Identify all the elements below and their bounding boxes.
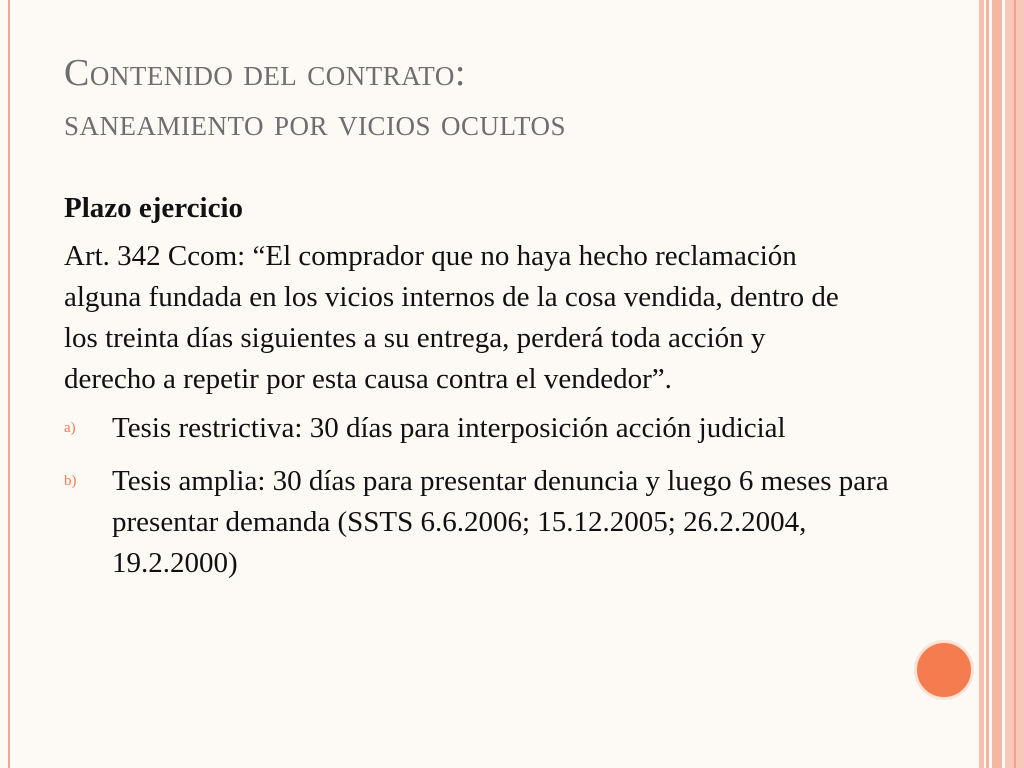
slide-title-line-2: saneamiento por vicios ocultos — [64, 102, 567, 144]
list-item-text: Tesis restrictiva: 30 días para interposición acción judicial — [112, 412, 786, 444]
right-border-stripe — [986, 0, 989, 768]
right-border-stripe — [979, 0, 984, 768]
list-item-text: Tesis amplia: 30 días para presentar denuncia y luego 6 meses para presentar demanda (SSTS 6.6.2006; 15.12.2005; 26.2.2004, 19.2.2000) — [112, 465, 889, 579]
article-quote-paragraph: Art. 342 Ccom: “El comprador que no haya hecho reclamación alguna fundada en los vicios internos de la cosa vendida, dentro de los treinta días siguientes a su entrega, perderá toda acción y derecho a repetir por esta causa contra el vendedor”. — [64, 240, 839, 395]
section-heading: Plazo ejercicio — [64, 192, 243, 224]
right-border-stripe — [992, 0, 1002, 768]
slide-body — [64, 188, 894, 596]
list-marker: a) — [64, 420, 76, 436]
left-border-line — [8, 0, 10, 768]
thesis-list — [64, 408, 894, 584]
slide-title — [64, 48, 944, 148]
list-marker: b) — [64, 473, 77, 489]
list-item — [64, 408, 894, 449]
decorative-orange-circle — [914, 640, 974, 700]
right-border-stripe — [1014, 0, 1016, 768]
list-item — [64, 461, 894, 584]
slide-title-line-1: Contenido del contrato: — [64, 52, 466, 94]
